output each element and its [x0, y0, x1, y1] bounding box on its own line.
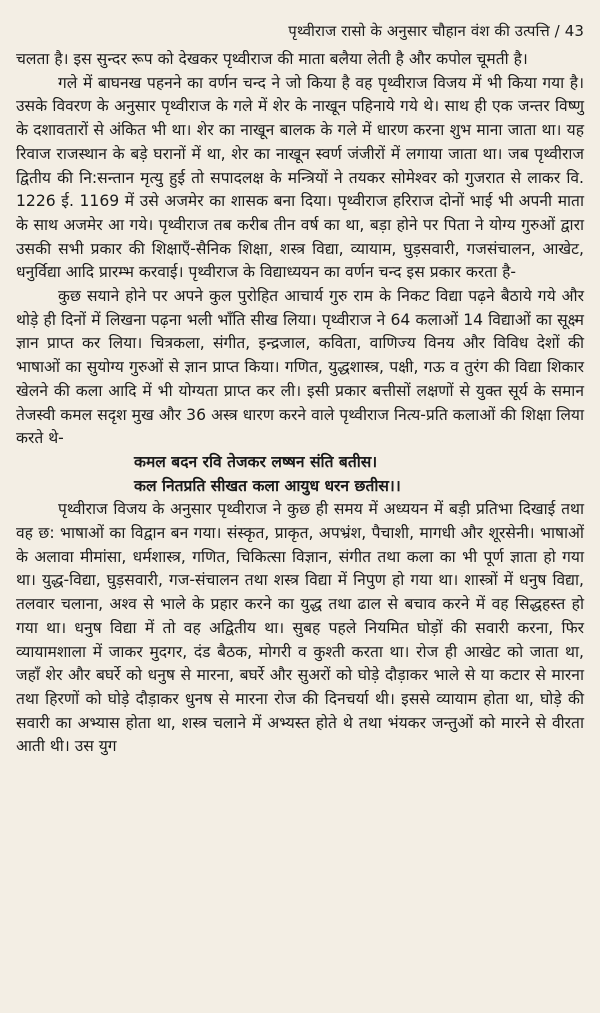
page-number: 43	[564, 22, 584, 40]
chapter-title: पृथ्वीराज रासो के अनुसार चौहान वंश की उत्पत्ति	[288, 22, 550, 40]
running-header	[16, 20, 584, 42]
paragraph-prithviraj-vijay: पृथ्वीराज विजय के अनुसार पृथ्वीराज ने कुछ ही समय में अध्ययन में बड़ी प्रतिभा दिखाई तथा वह छ: भाषाओं का विद्वान बन गया। संस्कृत, प्राकृत, अपभ्रंश, पैचाशी, मागधी और शूरसेनी। भाषाओं के अलावा मीमांसा, धर्मशास्त्र, गणित, चिकित्सा विज्ञान, संगीत तथा कला का भी पूर्ण ज्ञाता हो गया था। युद्ध-विद्या, घुड़सवारी, गज-संचालन तथा शस्त्र विद्या में निपुण हो गया था। शास्त्रों में धनुष विद्या, तलवार चलाना, अश्व से भाले के प्रहार करने का युद्ध तथा ढाल से बचाव करने में वह सिद्धहस्त हो गया था। धनुष विद्या में तो वह अद्वितीय था। सुबह पहले नियमित घोड़ों की सवारी करना, फिर व्यायामशाला में जाकर मुदगर, दंड बैठक, मोगरी व कुश्ती करता था। रोज ही आखेट को जाता था, जहाँ शेर और बघर्रे को धनुष से मारना, बघर्रे और सुअरों को घोड़े दौड़ाकर भाले से या कटार से मारना तथा हिरणों को घोड़े दौड़ाकर धुनष से मारना रोज की दिनचर्या थी। इससे व्यायाम होता था, घोड़े की सवारी का अभ्यास होता था, शस्त्र चलाने में अभ्यस्त होते थे तथा भंयकर जन्तुओं को मारने से वीरता आती थी। उस युग	[16, 500, 584, 756]
header-separator: /	[554, 22, 560, 40]
paragraph-continuation: चलता है। इस सुन्दर रूप को देखकर पृथ्वीराज की माता बलैया लेती है और कपोल चूमती है।	[16, 50, 528, 68]
page-body	[16, 48, 584, 759]
verse-line-2: कल नितप्रति सीखत कला आयुध धरन छतीस।।	[134, 476, 401, 495]
verse-line-1: कमल बदन रवि तेजकर लष्षन संति बतीस।	[134, 452, 378, 471]
paragraph-tiger-claw: गले में बाघनख पहनने का वर्णन चन्द ने जो किया है वह पृथ्वीराज विजय में भी किया गया है। उसके विवरण के अनुसार पृथ्वीराज के गले में शेर के नाखून पहिनाये गये थे। साथ ही एक जन्तर विष्णु के दशावतारों से अंकित भी था। शेर का नाखून बालक के गले में धारण करना शुभ माना जाता था। यह रिवाज राजस्थान के बड़े घरानों में था, शेर का नाखून स्वर्ण जंजीरों में लगाया जाता था। जब पृथ्वीराज द्वितीय की नि:सन्तान मृत्यु हुई तो सपादलक्ष के मन्त्रियों ने तयकर सोमेश्वर को गुजरात से लाकर वि. 1226 ई. 1169 में उसे अजमेर का शासक बना दिया। पृथ्वीराज हरिराज दोनों भाई भी अपनी माता के साथ अजमेर आ गये। पृथ्वीराज तब करीब तीन वर्ष का था, बड़ा होने पर पिता ने योग्य गुरुओं द्वारा उसकी सभी प्रकार की शिक्षाएँ-सैनिक शिक्षा, शस्त्र विद्या, व्यायाम, घुड़सवारी, गजसंचालन, आखेट, धनुर्विद्या आदि प्रारम्भ करवाई। पृथ्वीराज के विद्याध्ययन का वर्णन चन्द इस प्रकार करता है-	[16, 73, 584, 282]
paragraph-education: कुछ सयाने होने पर अपने कुल पुरोहित आचार्य गुरु राम के निकट विद्या पढ़ने बैठाये गये और थोड़े ही दिनों में लिखना पढ़ना भली भाँति सीख लिया। पृथ्वीराज ने 64 कलाओं 14 विद्याओं का सूक्ष्म ज्ञान प्राप्त कर लिया। चित्रकला, संगीत, इन्द्रजाल, कविता, वाणिज्य विनय और विविध देशों की भाषाओं का सुयोग्य गुरुओं से ज्ञान प्राप्त किया। गणित, युद्धशास्त्र, पक्षी, गऊ व तुरंग की विद्या शिकार खेलने की कला आदि में भी योग्यता प्राप्त कर ली। इसी प्रकार बत्तीसों लक्षणों से युक्त सूर्य के समान तेजस्वी कमल सदृश मुख और 36 अस्त्र धारण करने वाले पृथ्वीराज नित्य-प्रति कलाओं की शिक्षा लिया करते थे-	[16, 287, 584, 448]
